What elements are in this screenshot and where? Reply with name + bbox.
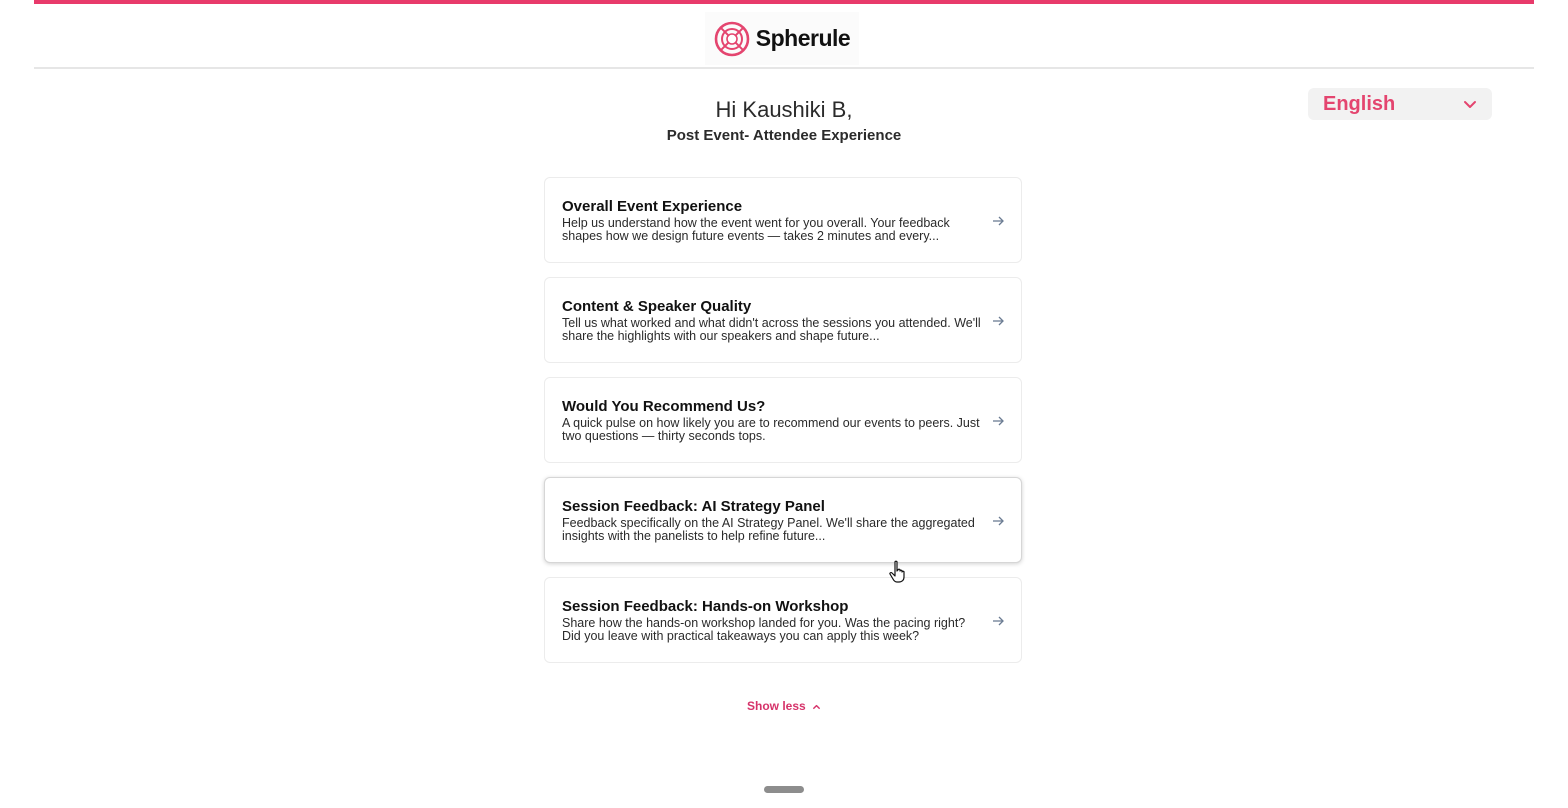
page-subtitle: Post Event- Attendee Experience <box>666 127 902 144</box>
header <box>34 4 1534 69</box>
greeting: Hi Kaushiki B, <box>715 97 853 122</box>
survey-card-description: A quick pulse on how likely you are to recommend our events to peers. Just two questions — thirty seconds tops. <box>562 416 980 443</box>
sphere-logo-icon <box>714 21 750 57</box>
survey-card-title: Session Feedback: Hands-on Workshop <box>562 598 849 615</box>
survey-card-ai-strategy-panel[interactable] <box>544 477 1022 563</box>
language-selected-label: English <box>1323 92 1396 115</box>
arrow-right-icon <box>991 414 1005 428</box>
arrow-right-icon <box>991 214 1005 228</box>
survey-card-would-you-recommend-us[interactable] <box>544 377 1022 463</box>
survey-card-title: Content & Speaker Quality <box>562 298 752 315</box>
brand-name: Spherule <box>755 25 851 51</box>
chevron-up-icon <box>812 702 821 711</box>
survey-card-title: Would You Recommend Us? <box>562 398 766 415</box>
arrow-right-icon <box>991 514 1005 528</box>
survey-card-description: Share how the hands-on workshop landed for you. Was the pacing right? Did you leave with practical takeaways you can apply this week? <box>562 616 966 643</box>
show-less-label: Show less <box>746 699 806 713</box>
scroll-handle[interactable] <box>764 786 804 793</box>
survey-card-description: Help us understand how the event went for you overall. Your feedback shapes how we design future events — takes 2 minutes and every... <box>562 216 950 243</box>
show-less-button[interactable] <box>0 699 1568 713</box>
hand-pointer-cursor-icon <box>888 560 908 584</box>
survey-card-hands-on-workshop[interactable] <box>544 577 1022 663</box>
survey-card-description: Feedback specifically on the AI Strategy Panel. We'll share the aggregated insights with the panelists to help refine future... <box>562 516 975 543</box>
survey-card-title: Overall Event Experience <box>562 198 743 215</box>
survey-card-content-speaker-quality[interactable] <box>544 277 1022 363</box>
brand-logo[interactable] <box>705 12 859 65</box>
survey-card-title: Session Feedback: AI Strategy Panel <box>562 498 825 515</box>
arrow-right-icon <box>991 614 1005 628</box>
survey-card-overall-event-experience[interactable] <box>544 177 1022 263</box>
survey-card-description: Tell us what worked and what didn't across the sessions you attended. We'll share the highlights with our speakers and shape future... <box>562 316 981 343</box>
arrow-right-icon <box>991 314 1005 328</box>
